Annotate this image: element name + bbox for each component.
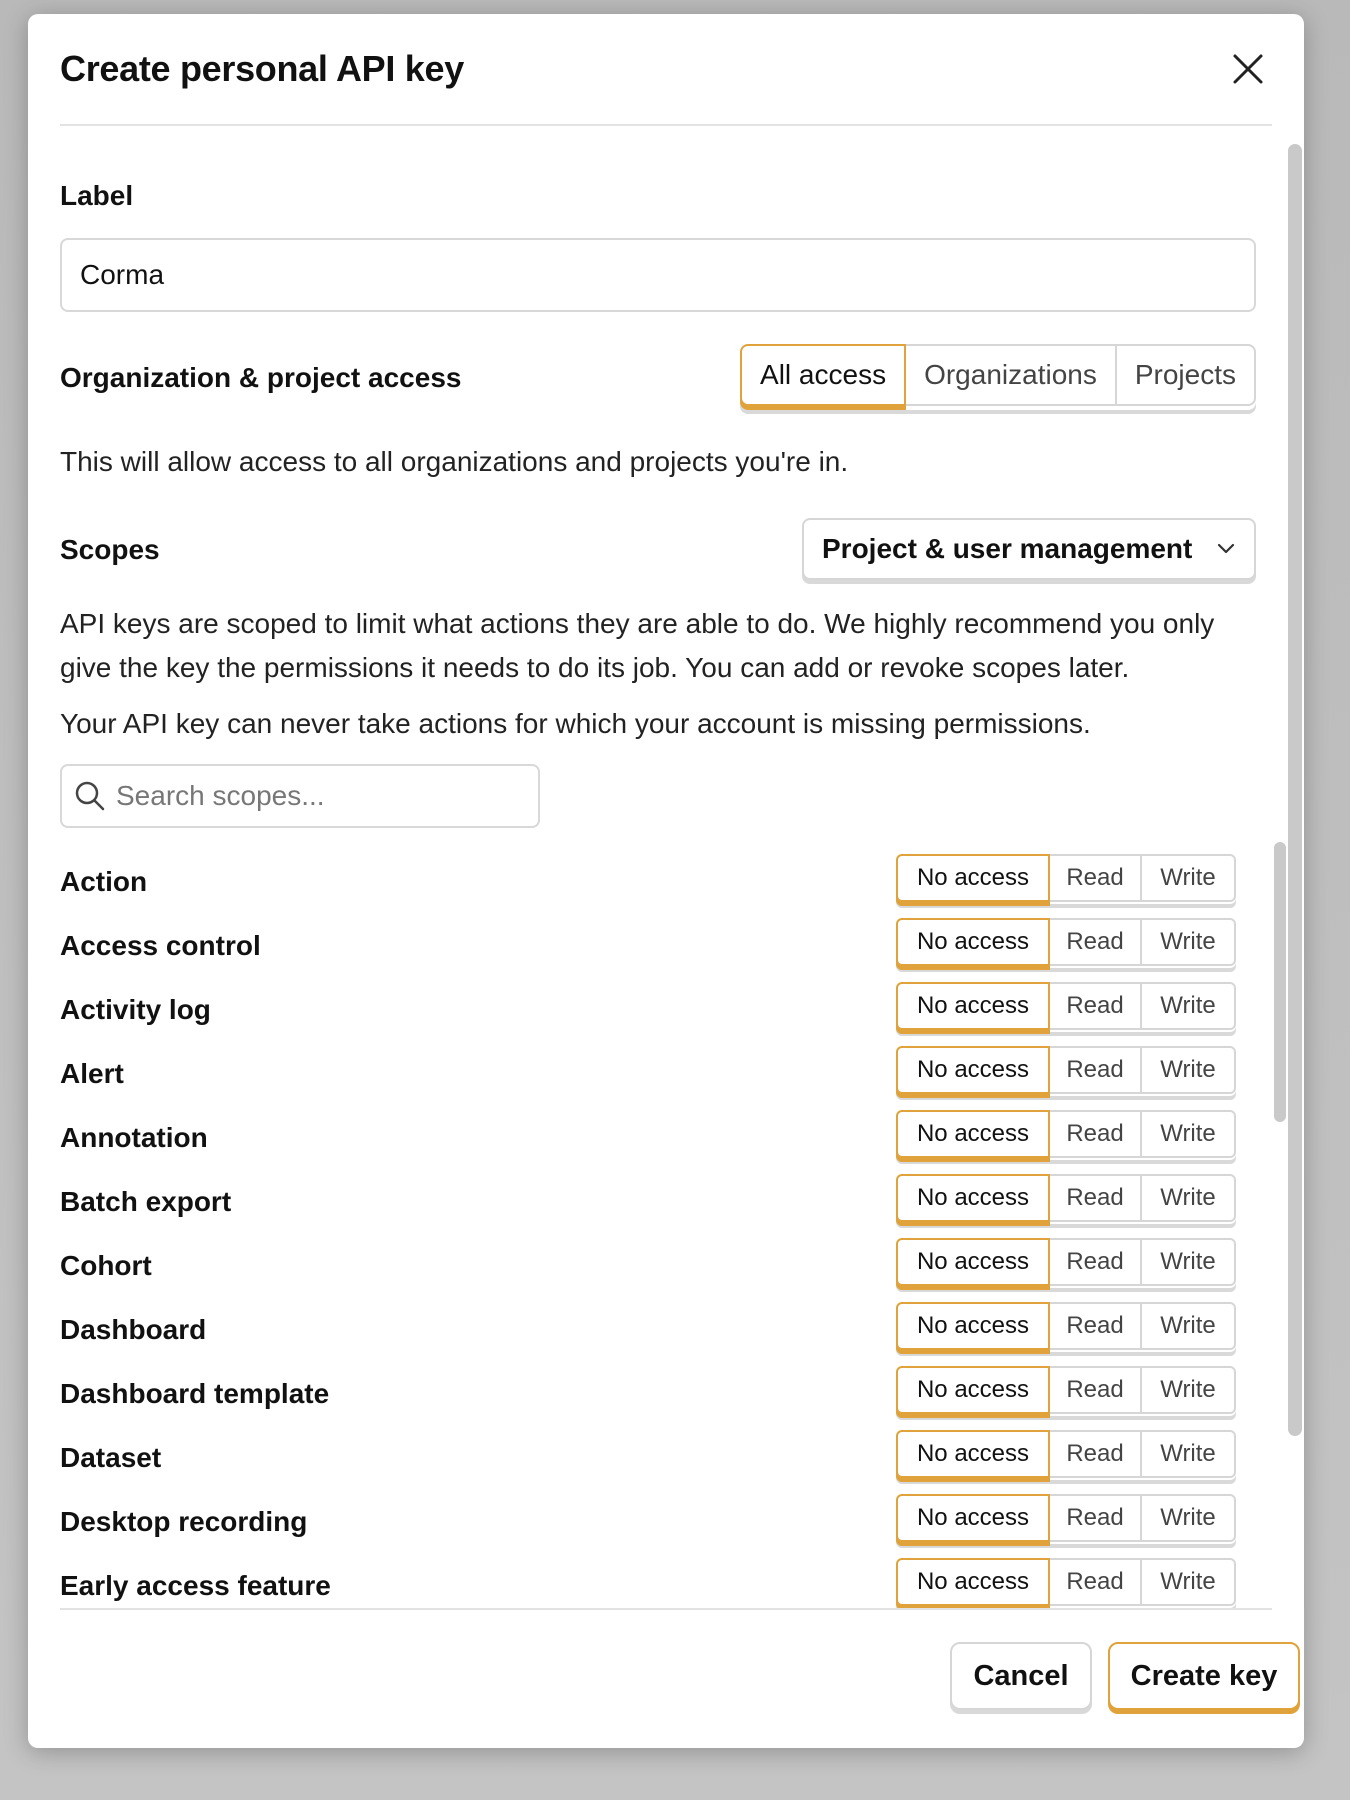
scope-permission-control [896, 1558, 1236, 1608]
permission-write-button[interactable]: Write [1140, 1366, 1236, 1414]
scope-permission-control [896, 1238, 1236, 1288]
scope-name: Dashboard [60, 1314, 207, 1345]
permission-read-button[interactable]: Read [1048, 1302, 1142, 1350]
scope-name: Action [60, 866, 148, 897]
scope-row [60, 1234, 1256, 1298]
scope-row [60, 1554, 1256, 1608]
scope-row [60, 1298, 1256, 1362]
scope-permission-control [896, 1046, 1236, 1096]
permission-write-button[interactable]: Write [1140, 1110, 1236, 1158]
scope-row [60, 1490, 1256, 1554]
permission-read-button[interactable]: Read [1048, 1558, 1142, 1606]
access-option-projects[interactable]: Projects [1115, 344, 1256, 406]
permission-write-button[interactable]: Write [1140, 1046, 1236, 1094]
permission-write-button[interactable]: Write [1140, 982, 1236, 1030]
access-title: Organization & project access [60, 362, 462, 393]
scope-name: Access control [60, 930, 261, 961]
modal-title: Create personal API key [60, 48, 464, 89]
scope-name: Activity log [60, 994, 211, 1025]
permission-write-button[interactable]: Write [1140, 854, 1236, 902]
chevron-down-icon [1216, 542, 1236, 556]
scope-name: Batch export [60, 1186, 232, 1217]
scope-name: Dataset [60, 1442, 162, 1473]
modal-body[interactable] [28, 128, 1304, 1608]
scope-row [60, 850, 1256, 914]
permission-read-button[interactable]: Read [1048, 982, 1142, 1030]
access-option-all[interactable]: All access [740, 344, 906, 406]
modal-footer [60, 1608, 1278, 1748]
scope-name: Annotation [60, 1122, 208, 1153]
scope-name: Cohort [60, 1250, 152, 1281]
permission-read-button[interactable]: Read [1048, 1238, 1142, 1286]
scope-name: Dashboard template [60, 1378, 330, 1409]
permission-no-access-button[interactable]: No access [896, 918, 1050, 966]
close-icon [1232, 53, 1264, 85]
permission-no-access-button[interactable]: No access [896, 1238, 1050, 1286]
permission-write-button[interactable]: Write [1140, 1302, 1236, 1350]
close-button[interactable] [1224, 45, 1272, 93]
scope-permission-control [896, 982, 1236, 1032]
permission-write-button[interactable]: Write [1140, 1558, 1236, 1606]
scope-row [60, 1106, 1256, 1170]
create-key-button[interactable]: Create key [1108, 1642, 1300, 1710]
label-field-title: Label [60, 180, 134, 211]
permission-no-access-button[interactable]: No access [896, 1046, 1050, 1094]
access-segmented-control [740, 344, 1256, 410]
search-icon [74, 780, 106, 812]
scope-name: Desktop recording [60, 1506, 308, 1537]
permission-write-button[interactable]: Write [1140, 1174, 1236, 1222]
permission-no-access-button[interactable]: No access [896, 1110, 1050, 1158]
permission-read-button[interactable]: Read [1048, 1174, 1142, 1222]
permission-read-button[interactable]: Read [1048, 1430, 1142, 1478]
permission-write-button[interactable]: Write [1140, 1494, 1236, 1542]
scope-permission-control [896, 1174, 1236, 1224]
scope-row [60, 914, 1256, 978]
label-input[interactable] [60, 238, 1256, 312]
scope-permission-control [896, 1302, 1236, 1352]
scope-permission-control [896, 918, 1236, 968]
permission-write-button[interactable]: Write [1140, 1238, 1236, 1286]
permission-no-access-button[interactable]: No access [896, 982, 1050, 1030]
scope-permission-control [896, 1366, 1236, 1416]
scope-row [60, 1170, 1256, 1234]
permission-no-access-button[interactable]: No access [896, 1558, 1050, 1606]
scope-row [60, 1362, 1256, 1426]
permission-read-button[interactable]: Read [1048, 854, 1142, 902]
permission-read-button[interactable]: Read [1048, 1110, 1142, 1158]
cancel-button[interactable]: Cancel [950, 1642, 1092, 1710]
scope-permission-control [896, 854, 1236, 904]
scope-name: Early access feature [60, 1570, 331, 1601]
scope-name: Alert [60, 1058, 124, 1089]
permission-read-button[interactable]: Read [1048, 918, 1142, 966]
permission-no-access-button[interactable]: No access [896, 1494, 1050, 1542]
scope-list-scrollbar[interactable] [1274, 842, 1286, 1122]
scope-search-box [60, 764, 540, 828]
scopes-row [60, 518, 1256, 582]
permission-write-button[interactable]: Write [1140, 1430, 1236, 1478]
scope-row [60, 1042, 1256, 1106]
permission-no-access-button[interactable]: No access [896, 1302, 1050, 1350]
permission-no-access-button[interactable]: No access [896, 1174, 1050, 1222]
scope-permission-control [896, 1494, 1236, 1544]
scope-list [60, 850, 1256, 1608]
permission-read-button[interactable]: Read [1048, 1494, 1142, 1542]
modal-scrollbar[interactable] [1288, 144, 1302, 1436]
permission-no-access-button[interactable]: No access [896, 1366, 1050, 1414]
create-api-key-modal [28, 14, 1304, 1748]
scope-preset-value: Project & user management [822, 533, 1193, 564]
scope-preset-select[interactable] [802, 518, 1256, 580]
permission-read-button[interactable]: Read [1048, 1366, 1142, 1414]
access-row [60, 344, 1256, 410]
scopes-note: Your API key can never take actions for which your account is missing permissions. [60, 708, 1091, 739]
scopes-title: Scopes [60, 534, 160, 565]
scopes-description: API keys are scoped to limit what actions they are able to do. We highly recommend you only give the key the permissions it needs to do its job. You can add or revoke scopes later. [60, 608, 1215, 683]
access-description: This will allow access to all organizations and projects you're in. [60, 446, 849, 477]
scope-search-input[interactable] [116, 780, 516, 812]
permission-read-button[interactable]: Read [1048, 1046, 1142, 1094]
scope-permission-control [896, 1110, 1236, 1160]
scope-permission-control [896, 1430, 1236, 1480]
access-option-organizations[interactable]: Organizations [904, 344, 1117, 406]
permission-no-access-button[interactable]: No access [896, 854, 1050, 902]
permission-no-access-button[interactable]: No access [896, 1430, 1050, 1478]
modal-header [60, 14, 1272, 126]
scope-row [60, 1426, 1256, 1490]
scope-row [60, 978, 1256, 1042]
permission-write-button[interactable]: Write [1140, 918, 1236, 966]
